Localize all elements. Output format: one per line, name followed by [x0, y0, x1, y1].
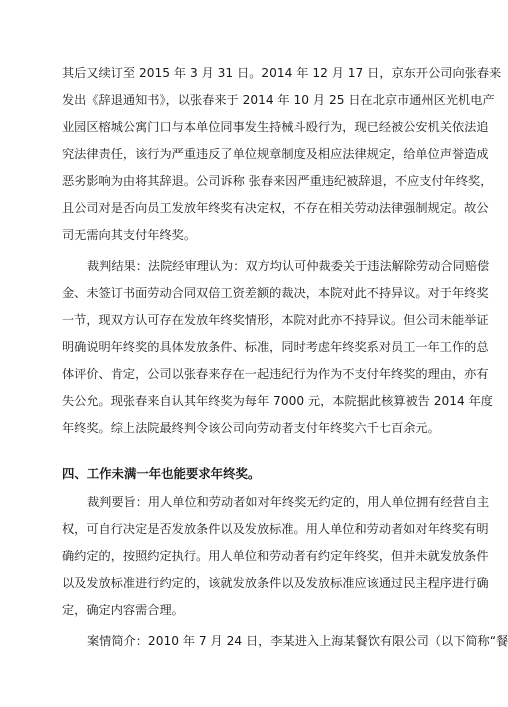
section-heading: 四、工作未满一年也能要求年终奖。 [62, 466, 261, 481]
paragraph-line: 裁判结果：法院经审理认为：双方均认可仲裁委关于违法解除劳动合同赔偿 [87, 259, 490, 273]
paragraph-line: 案情简介：2010 年 7 月 24 日，李某进入上海某餐饮有限公司（以下简称“餐 [87, 634, 508, 648]
paragraph-line: 体评价、肯定，公司以张春来存在一起违纪行为作为不支付年终奖的理由，亦有 [62, 367, 489, 381]
paragraph-line: 司无需向其支付年终奖。 [62, 228, 197, 242]
paragraph-line: 发出《辞退通知书》，以张春来于 2014 年 10 月 25 日在北京市通州区光机电产 [62, 93, 495, 107]
paragraph-line: 业园区榕城公寓门口与本单位同事发生持械斗殴行为，现已经被公安机关依法追 [62, 120, 489, 134]
paragraph-line: 以及发放标准进行约定的，该就发放条件以及发放标准应该通过民主程序进行确 [62, 576, 489, 590]
paragraph-line: 定，确定内容需合理。 [62, 603, 184, 617]
paragraph-line: 一节，现双方认可存在发放年终奖情形，本院对此亦不持异议。但公司未能举证 [62, 313, 489, 327]
paragraph-line: 年终奖。综上法院最终判令该公司向劳动者支付年终奖六千七百余元。 [62, 421, 440, 435]
paragraph-line: 恶劣影响为由将其辞退。公司诉称 张春来因严重违纪被辞退，不应支付年终奖， [62, 174, 493, 188]
paragraph-line: 明确说明年终奖的具体发放条件、标准，同时考虑年终奖系对员工一年工作的总 [62, 340, 489, 354]
paragraph-line: 失公允。现张春来自认其年终奖为每年 7000 元，本院据此核算被告 2014 年度 [62, 394, 493, 408]
paragraph-line: 且公司对是否向员工发放年终奖有决定权，不存在相关劳动法律强制规定。故公 [62, 201, 489, 215]
paragraph-line: 裁判要旨：用人单位和劳动者如对年终奖无约定的，用人单位拥有经营自主 [87, 495, 490, 509]
paragraph-line: 究法律责任，该行为严重违反了单位规章制度及相应法律规定，给单位声誉造成 [62, 147, 489, 161]
paragraph-line: 金、未签订书面劳动合同双倍工资差额的裁决，本院对此不持异议。对于年终奖 [62, 286, 489, 300]
paragraph-line: 权，可自行决定是否发放条件以及发放标准。用人单位和劳动者如对年终奖有明 [62, 522, 489, 536]
paragraph-line: 确约定的，按照约定执行。用人单位和劳动者有约定年终奖，但并未就发放条件 [62, 549, 489, 563]
paragraph-line: 其后又续订至 2015 年 3 月 31 日。2014 年 12 月 17 日，京东开公司向张春来 [62, 66, 502, 80]
